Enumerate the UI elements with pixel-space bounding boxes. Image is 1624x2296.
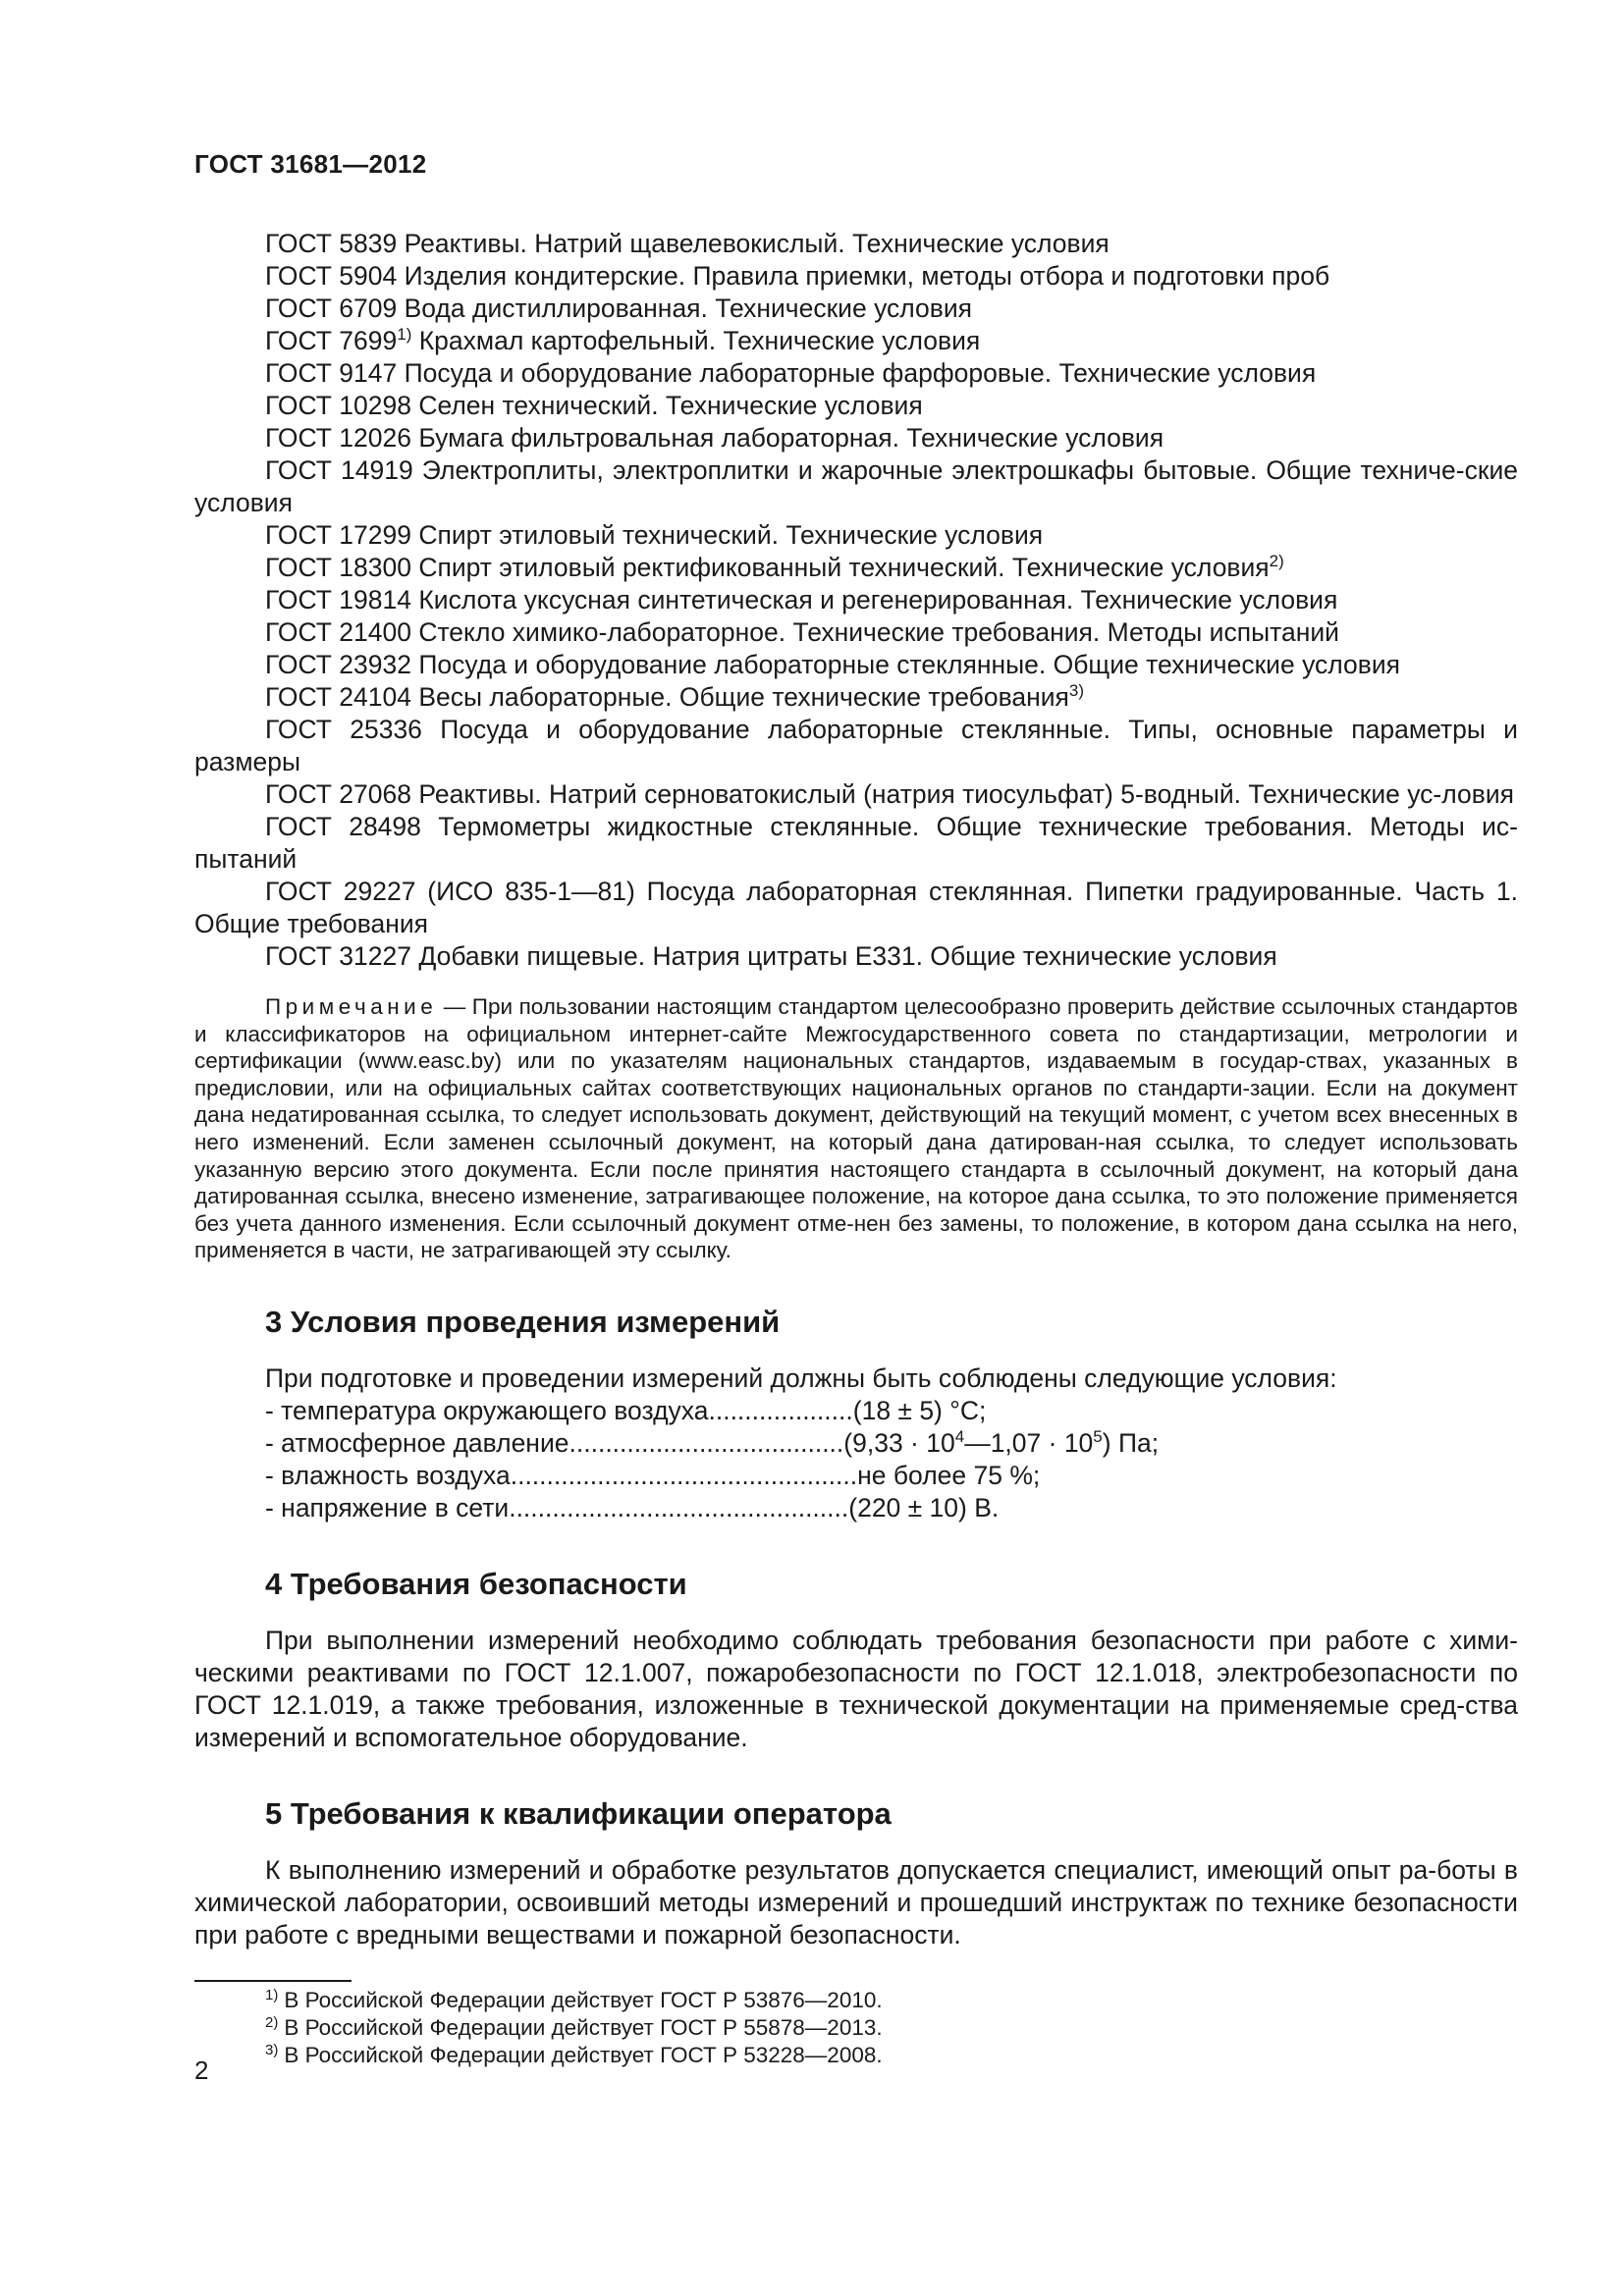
footnote-item xyxy=(265,2042,883,2069)
condition-name: - температура окружающего воздуха xyxy=(265,1395,709,1425)
document-body xyxy=(194,228,1518,1951)
value-part: ) Па; xyxy=(1102,1427,1160,1458)
reference-item: ГОСТ 5839 Реактивы. Натрий щавелевокислый. Технические условия xyxy=(265,229,1110,258)
note-label: Примечание xyxy=(265,994,438,1019)
footnote-mark: 1) xyxy=(265,1986,279,2003)
reference-item: ГОСТ 5904 Изделия кондитерские. Правила приемки, методы отбора и подготовки проб xyxy=(265,261,1330,291)
page-number: 2 xyxy=(194,2056,209,2085)
reference-item xyxy=(194,552,1518,584)
reference-item xyxy=(194,325,1518,357)
footnotes xyxy=(265,1987,883,2069)
reference-item xyxy=(194,681,1518,714)
value-part: —1,07 · 10 xyxy=(964,1427,1094,1458)
reference-item: ГОСТ 29227 (ИСО 835-1—81) Посуда лабораторная стеклянная. Пипетки градуированные. Часть 1. Общие требования xyxy=(194,877,1518,938)
section-3-heading: 3 Условия проведения измерений xyxy=(265,1304,781,1339)
condition-item xyxy=(265,1460,1247,1492)
footnote-mark: 2) xyxy=(265,2013,279,2031)
reference-code: ГОСТ 7699 xyxy=(265,326,398,355)
reference-item: ГОСТ 17299 Спирт этиловый технический. Технические условия xyxy=(265,520,1044,550)
note-text: — При пользовании настоящим стандартом целесообразно проверить действие ссылочных стандартов и классификаторов на официальном интернет-сайте Межгосударственного совета по стандартизации, метрологии и сертификации (www.easc.by) или по указателям национальных стандартов, издаваемым в государ-ствах, указанных в предисловии, или на официальных сайтах соответствующих национальных органов по стандарти-зации. Если на документ дана недатированная ссылка, то следует использовать документ, действующий на текущий момент, с учетом всех внесенных в него изменений. Если заменен ссылочный документ, на который дана датирован-ная ссылка, то следует использовать указанную версию этого документа. Если после принятия настоящего стандарта в ссылочный документ, на который дана датированная ссылка, внесено изменение, затрагивающее положение, на которое дана ссылка, то это положение применяется без учета данного изменения. Если ссылочный документ отме-нен без замены, то положение, в котором дана ссылка на него, применяется в части, не затрагивающей эту ссылку. xyxy=(194,994,1518,1263)
normative-references-list xyxy=(194,228,1518,973)
reference-item: ГОСТ 31227 Добавки пищевые. Натрия цитраты Е331. Общие технические условия xyxy=(265,941,1277,971)
footnote-item xyxy=(265,1987,883,2014)
reference-item: ГОСТ 6709 Вода дистиллированная. Технические условия xyxy=(265,294,973,323)
exponent: 4 xyxy=(954,1427,965,1447)
reference-item: ГОСТ 28498 Термометры жидкостные стеклянные. Общие технические требования. Методы ис-пытаний xyxy=(194,812,1518,874)
leader-dots: .................... xyxy=(708,1395,853,1425)
footnote-mark: 3) xyxy=(265,2041,279,2058)
reference-item: ГОСТ 12026 Бумага фильтровальная лабораторная. Технические условия xyxy=(265,423,1164,453)
footnote-ref: 3) xyxy=(1068,681,1085,701)
section-5-heading: 5 Требования к квалификации оператора xyxy=(265,1795,892,1831)
condition-item xyxy=(265,1395,1247,1427)
reference-item: ГОСТ 25336 Посуда и оборудование лабораторные стеклянные. Типы, основные параметры и размеры xyxy=(194,715,1518,776)
footnote-ref: 1) xyxy=(397,325,412,345)
reference-text: ГОСТ 24104 Весы лабораторные. Общие технические требования xyxy=(265,682,1069,712)
conditions-list xyxy=(194,1395,1518,1524)
note-paragraph xyxy=(194,993,1518,1264)
condition-value: (18 ± 5) °С; xyxy=(852,1395,987,1425)
section-3-intro: При подготовке и проведении измерений должны быть соблюдены следующие условия: xyxy=(265,1362,1337,1393)
exponent: 5 xyxy=(1093,1427,1103,1447)
leader-dots: ............................................... xyxy=(509,1492,849,1522)
condition-item xyxy=(265,1492,1247,1524)
leader-dots: ................................................ xyxy=(510,1460,858,1490)
reference-item: ГОСТ 23932 Посуда и оборудование лабораторные стеклянные. Общие технические условия xyxy=(265,650,1401,679)
condition-name: - атмосферное давление xyxy=(265,1427,569,1458)
reference-item: ГОСТ 9147 Посуда и оборудование лабораторные фарфоровые. Технические условия xyxy=(265,358,1317,388)
footnote-item xyxy=(265,2014,883,2042)
condition-name: - напряжение в сети xyxy=(265,1492,510,1522)
footnote-divider xyxy=(194,1980,352,1982)
leader-dots: ...................................... xyxy=(568,1427,844,1458)
section-4-text: При выполнении измерений необходимо соблюдать требования безопасности при работе с хими-ческими реактивами по ГОСТ 12.1.007, пожаробезопасности по ГОСТ 12.1.018, электробезопасности по ГОСТ 12.1.019, а также требования, изложенные в технической документации на применяемые сред-ства измерений и вспомогательное оборудование. xyxy=(194,1625,1518,1752)
reference-item: ГОСТ 10298 Селен технический. Технические условия xyxy=(265,391,923,420)
reference-text: ГОСТ 18300 Спирт этиловый ректификованный технический. Технические условия xyxy=(265,553,1270,582)
condition-value: (220 ± 10) В. xyxy=(848,1492,1000,1522)
reference-item: ГОСТ 14919 Электроплиты, электроплитки и жарочные электрошкафы бытовые. Общие техниче-ские условия xyxy=(194,455,1518,517)
condition-value xyxy=(843,1427,1159,1460)
reference-item: ГОСТ 27068 Реактивы. Натрий серноватокислый (натрия тиосульфат) 5-водный. Технические ус-ловия xyxy=(265,779,1514,809)
section-5-text: К выполнению измерений и обработке результатов допускается специалист, имеющий опыт ра-боты в химической лаборатории, освоивший методы измерений и прошедший инструктаж по технике безопасности при работе с вредными веществами и пожарной безопасности. xyxy=(194,1854,1518,1949)
section-4-heading: 4 Требования безопасности xyxy=(265,1566,687,1601)
document-header: ГОСТ 31681—2012 xyxy=(194,149,427,179)
reference-title: Крахмал картофельный. Технические условия xyxy=(411,326,981,355)
footnote-text: В Российской Федерации действует ГОСТ Р 55878—2013. xyxy=(284,2015,883,2040)
condition-item xyxy=(265,1427,1247,1460)
condition-name: - влажность воздуха xyxy=(265,1460,511,1490)
footnote-text: В Российской Федерации действует ГОСТ Р 53228—2008. xyxy=(284,2043,883,2067)
value-part: (9,33 · 10 xyxy=(843,1427,955,1458)
reference-item: ГОСТ 21400 Стекло химико-лабораторное. Технические требования. Методы испытаний xyxy=(265,617,1339,647)
condition-value: не более 75 %; xyxy=(857,1460,1041,1490)
reference-item: ГОСТ 19814 Кислота уксусная синтетическая и регенерированная. Технические условия xyxy=(265,585,1338,614)
footnote-ref: 2) xyxy=(1269,552,1284,571)
footnote-text: В Российской Федерации действует ГОСТ Р 53876—2010. xyxy=(284,1988,883,2012)
